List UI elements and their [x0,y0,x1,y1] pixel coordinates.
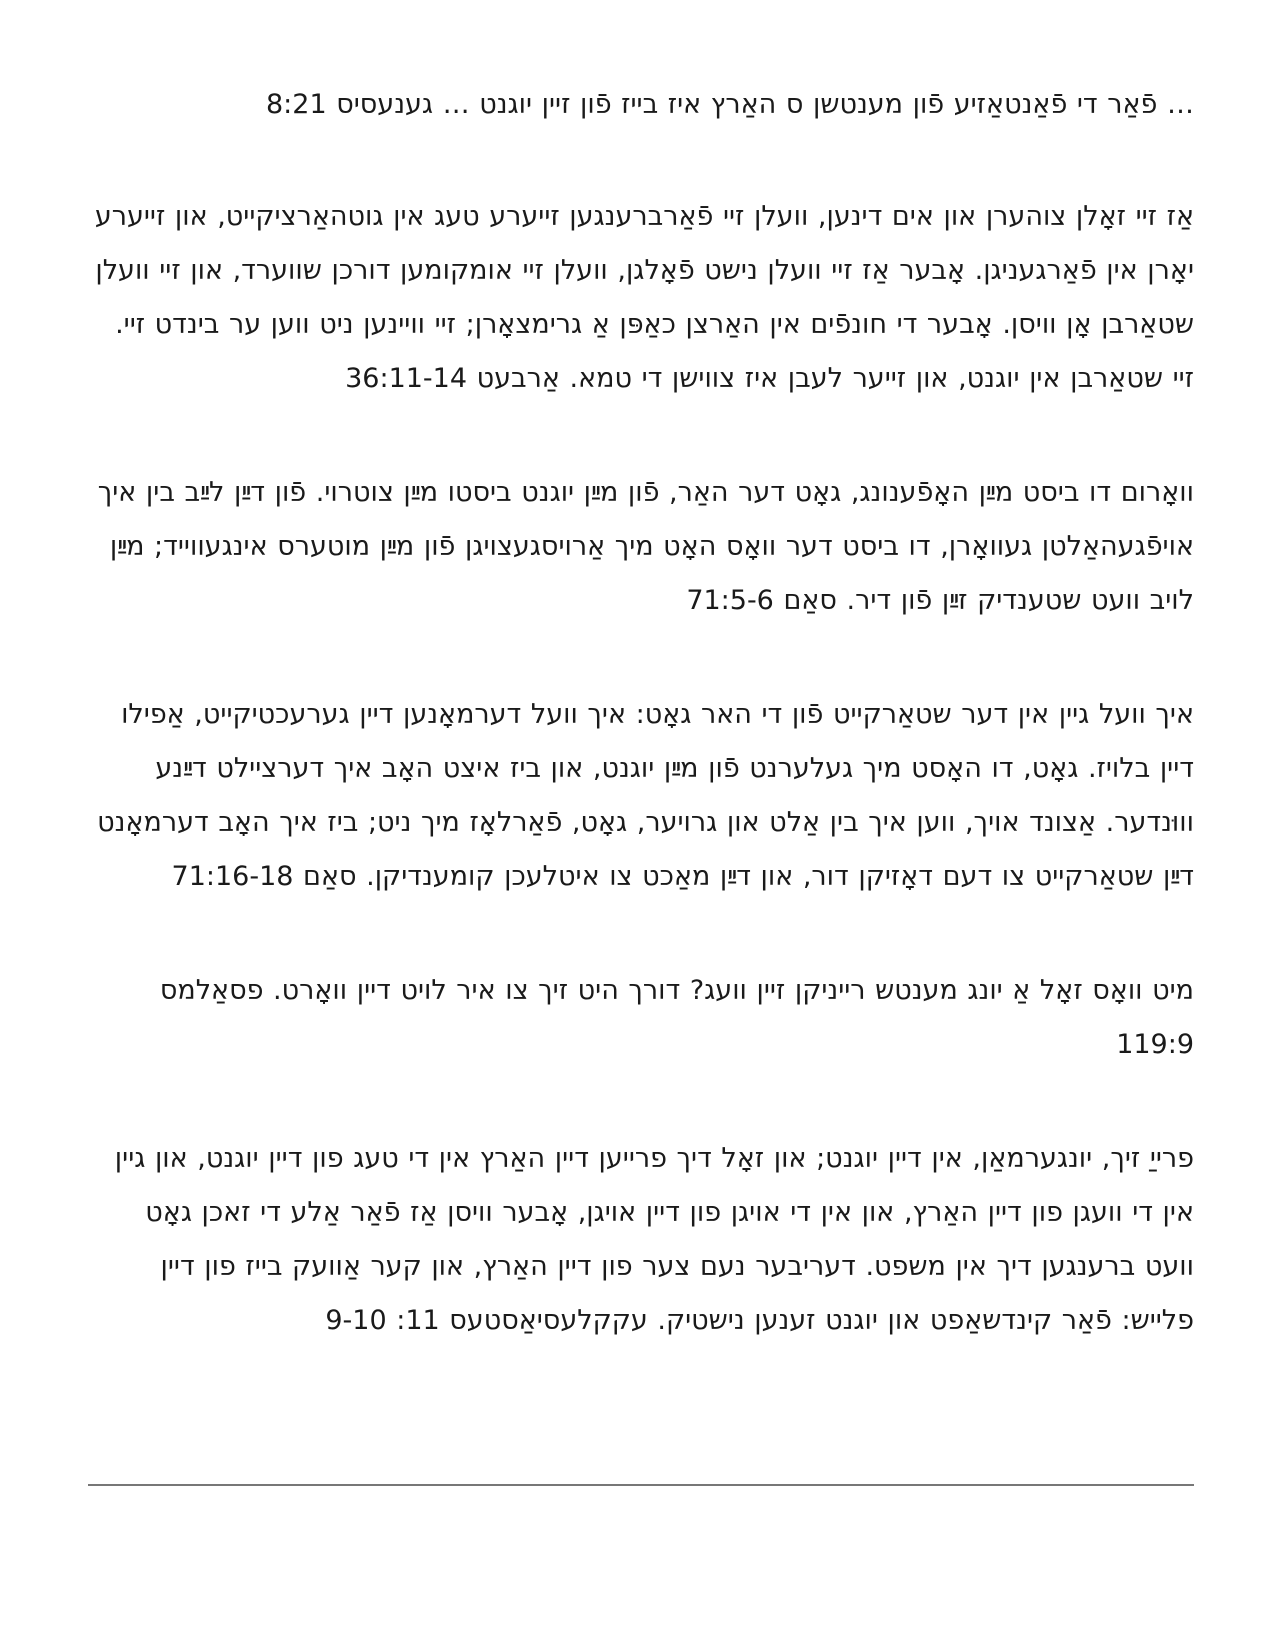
verse-paragraph-psalm-71-16: איך וועל גיין אין דער שטאַרקייט פֿון די האר גאָט: איך וועל דערמאָנען דיין גערעכטיקייט, אַפילו דיין בלויז. גאָט, דו האָסט מיך געלערנט פֿון מײַן יוגנט, און ביז איצט האָב איך דערציילט דײַנע וווּנדער. אַצונד אויך, ווען איך בין אַלט און גרויער, גאָט, פֿאַרלאָז מיך ניט; ביז איך האָב דערמאָנט דײַן שטאַרקייט צו דעם דאָזיקן דור, און דײַן מאַכט צו איטלעכן קומענדיקן. סאַם 71:16-18 [97,699,1194,892]
verse-paragraph-psalm-119: מיט וואָס זאָל אַ יונג מענטש רייניקן זיין וועג? דורך היט זיך צו איר לויט דיין וואָרט. פסאַלמס 119:9 [159,975,1194,1060]
bottom-divider [88,1484,1194,1486]
document-body [88,78,1194,1408]
verse-paragraph-ecclesiastes: פרייַ זיך, יונגערמאַן, אין דיין יוגנט; און זאָל דיך פרייען דיין האַרץ אין די טעג פון דיין יוגנט, און גיין אין די וועגן פון דיין האַרץ, און אין די אויגן פון דיין אויגן, אָבער וויסן אַז פֿאַר אַלע די זאכן גאָט וועט ברענגען דיך אין משפט. דעריבער נעם צער פון דיין האַרץ, און קער אַוועק בייז פון דיין פלייש: פֿאַר קינדשאַפט און יוגנט זענען נישטיק. עקקלעסיאַסטעס 11: 9-10 [114,1143,1194,1336]
verse-paragraph-job: אַז זיי זאָלן צוהערן און אים דינען, וועלן זיי פֿאַרברענגען זייערע טעג אין גוטהאַרציקייט, און זייערע יאָרן אין פֿאַרגעניגן. אָבער אַז זיי וועלן נישט פֿאָלגן, וועלן זיי אומקומען דורכן שווערד, און זיי וועלן שטאַרבן אָן וויסן. אָבער די חונפֿים אין האַרצן כאַפּן אַ גרימצאָרן; זיי וויינען ניט ווען ער בינדט זיי. זיי שטאַרבן אין יוגנט, און זייער לעבן איז צווישן די טמא. אַרבעט 36:11-14 [94,201,1194,394]
verse-paragraph-psalm-71-5: וואָרום דו ביסט מײַן האָפֿענונג, גאָט דער האַר, פֿון מײַן יוגנט ביסטו מײַן צוטרוי. פֿון דײַן לײַב בין איך אויפֿגעהאַלטן געוואָרן, דו ביסט דער וואָס האָט מיך אַרויסגעצויגן פֿון מײַן מוטערס אינגעווייד; מײַן לויב וועט שטענדיק זײַן פֿון דיר. סאַם 71:5-6 [97,477,1194,616]
verse-paragraph-genesis: … פֿאַר די פֿאַנטאַזיע פֿון מענטשן ס האַרץ איז בייז פֿון זיין יוגנט … גענעסיס 8:21 [266,89,1194,120]
